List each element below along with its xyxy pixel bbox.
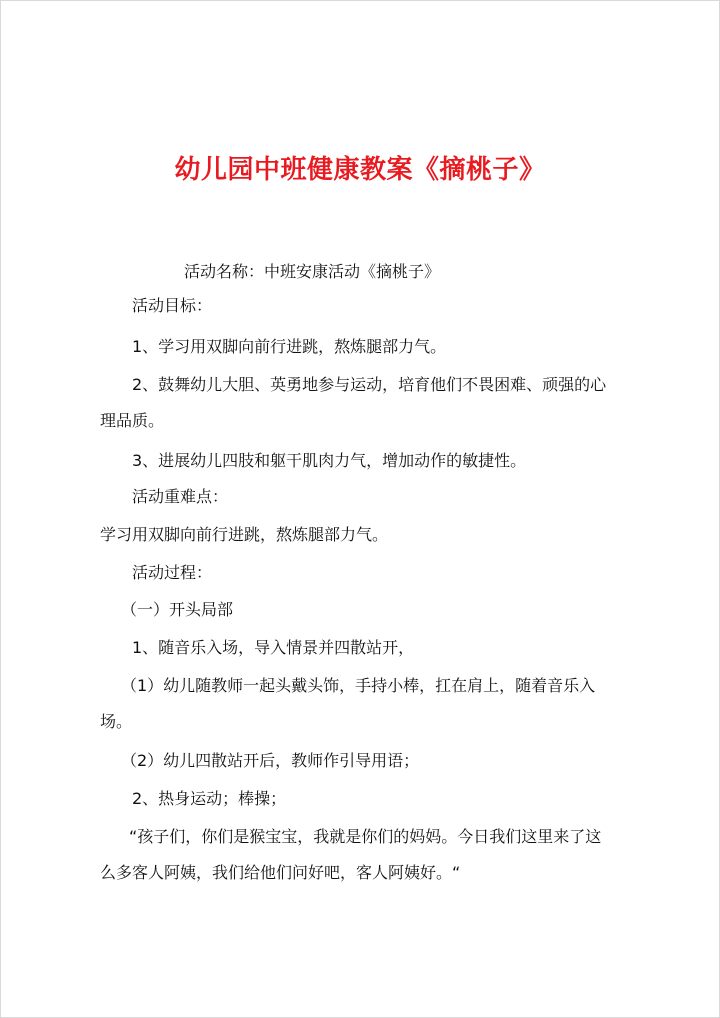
key-points-heading: 活动重难点：: [132, 487, 229, 506]
step-1-sub-2: （2）幼儿四散站开后，教师作引导用语；: [121, 751, 420, 770]
goal-item-3: 3、进展幼儿四肢和躯干肌肉力气，增加动作的敏捷性。: [132, 451, 527, 470]
key-points-text: 学习用双脚向前行进跳，熬炼腿部力气。: [100, 525, 389, 544]
step-2: 2、热身运动；棒操；: [132, 789, 287, 808]
goal-item-2: 2、鼓舞幼儿大胆、英勇地参与运动，培育他们不畏困难、顽强的心: [132, 375, 607, 394]
goal-item-2-continued: 理品质。: [100, 411, 165, 430]
goals-heading: 活动目标：: [132, 296, 213, 315]
step-1-sub-1: （1）幼儿随教师一起头戴头饰，手持小棒，扛在肩上，随着音乐入: [121, 676, 596, 695]
activity-name-line: 活动名称：中班安康活动《摘桃子》: [184, 262, 441, 281]
document-title: 幼儿园中班健康教案《摘桃子》: [174, 155, 546, 185]
quote-line-1: “孩子们，你们是猴宝宝，我就是你们的妈妈。今日我们这里来了这: [129, 827, 602, 846]
process-heading: 活动过程：: [132, 563, 213, 582]
goal-item-1: 1、学习用双脚向前行进跳，熬炼腿部力气。: [132, 337, 447, 356]
step-1: 1、随音乐入场，导入情景并四散站开，: [132, 638, 415, 657]
step-1-sub-1-continued: 场。: [100, 712, 133, 731]
quote-line-2: 么多客人阿姨，我们给他们问好吧，客人阿姨好。“: [100, 863, 461, 882]
section-opening: （一）开头局部: [121, 600, 234, 619]
